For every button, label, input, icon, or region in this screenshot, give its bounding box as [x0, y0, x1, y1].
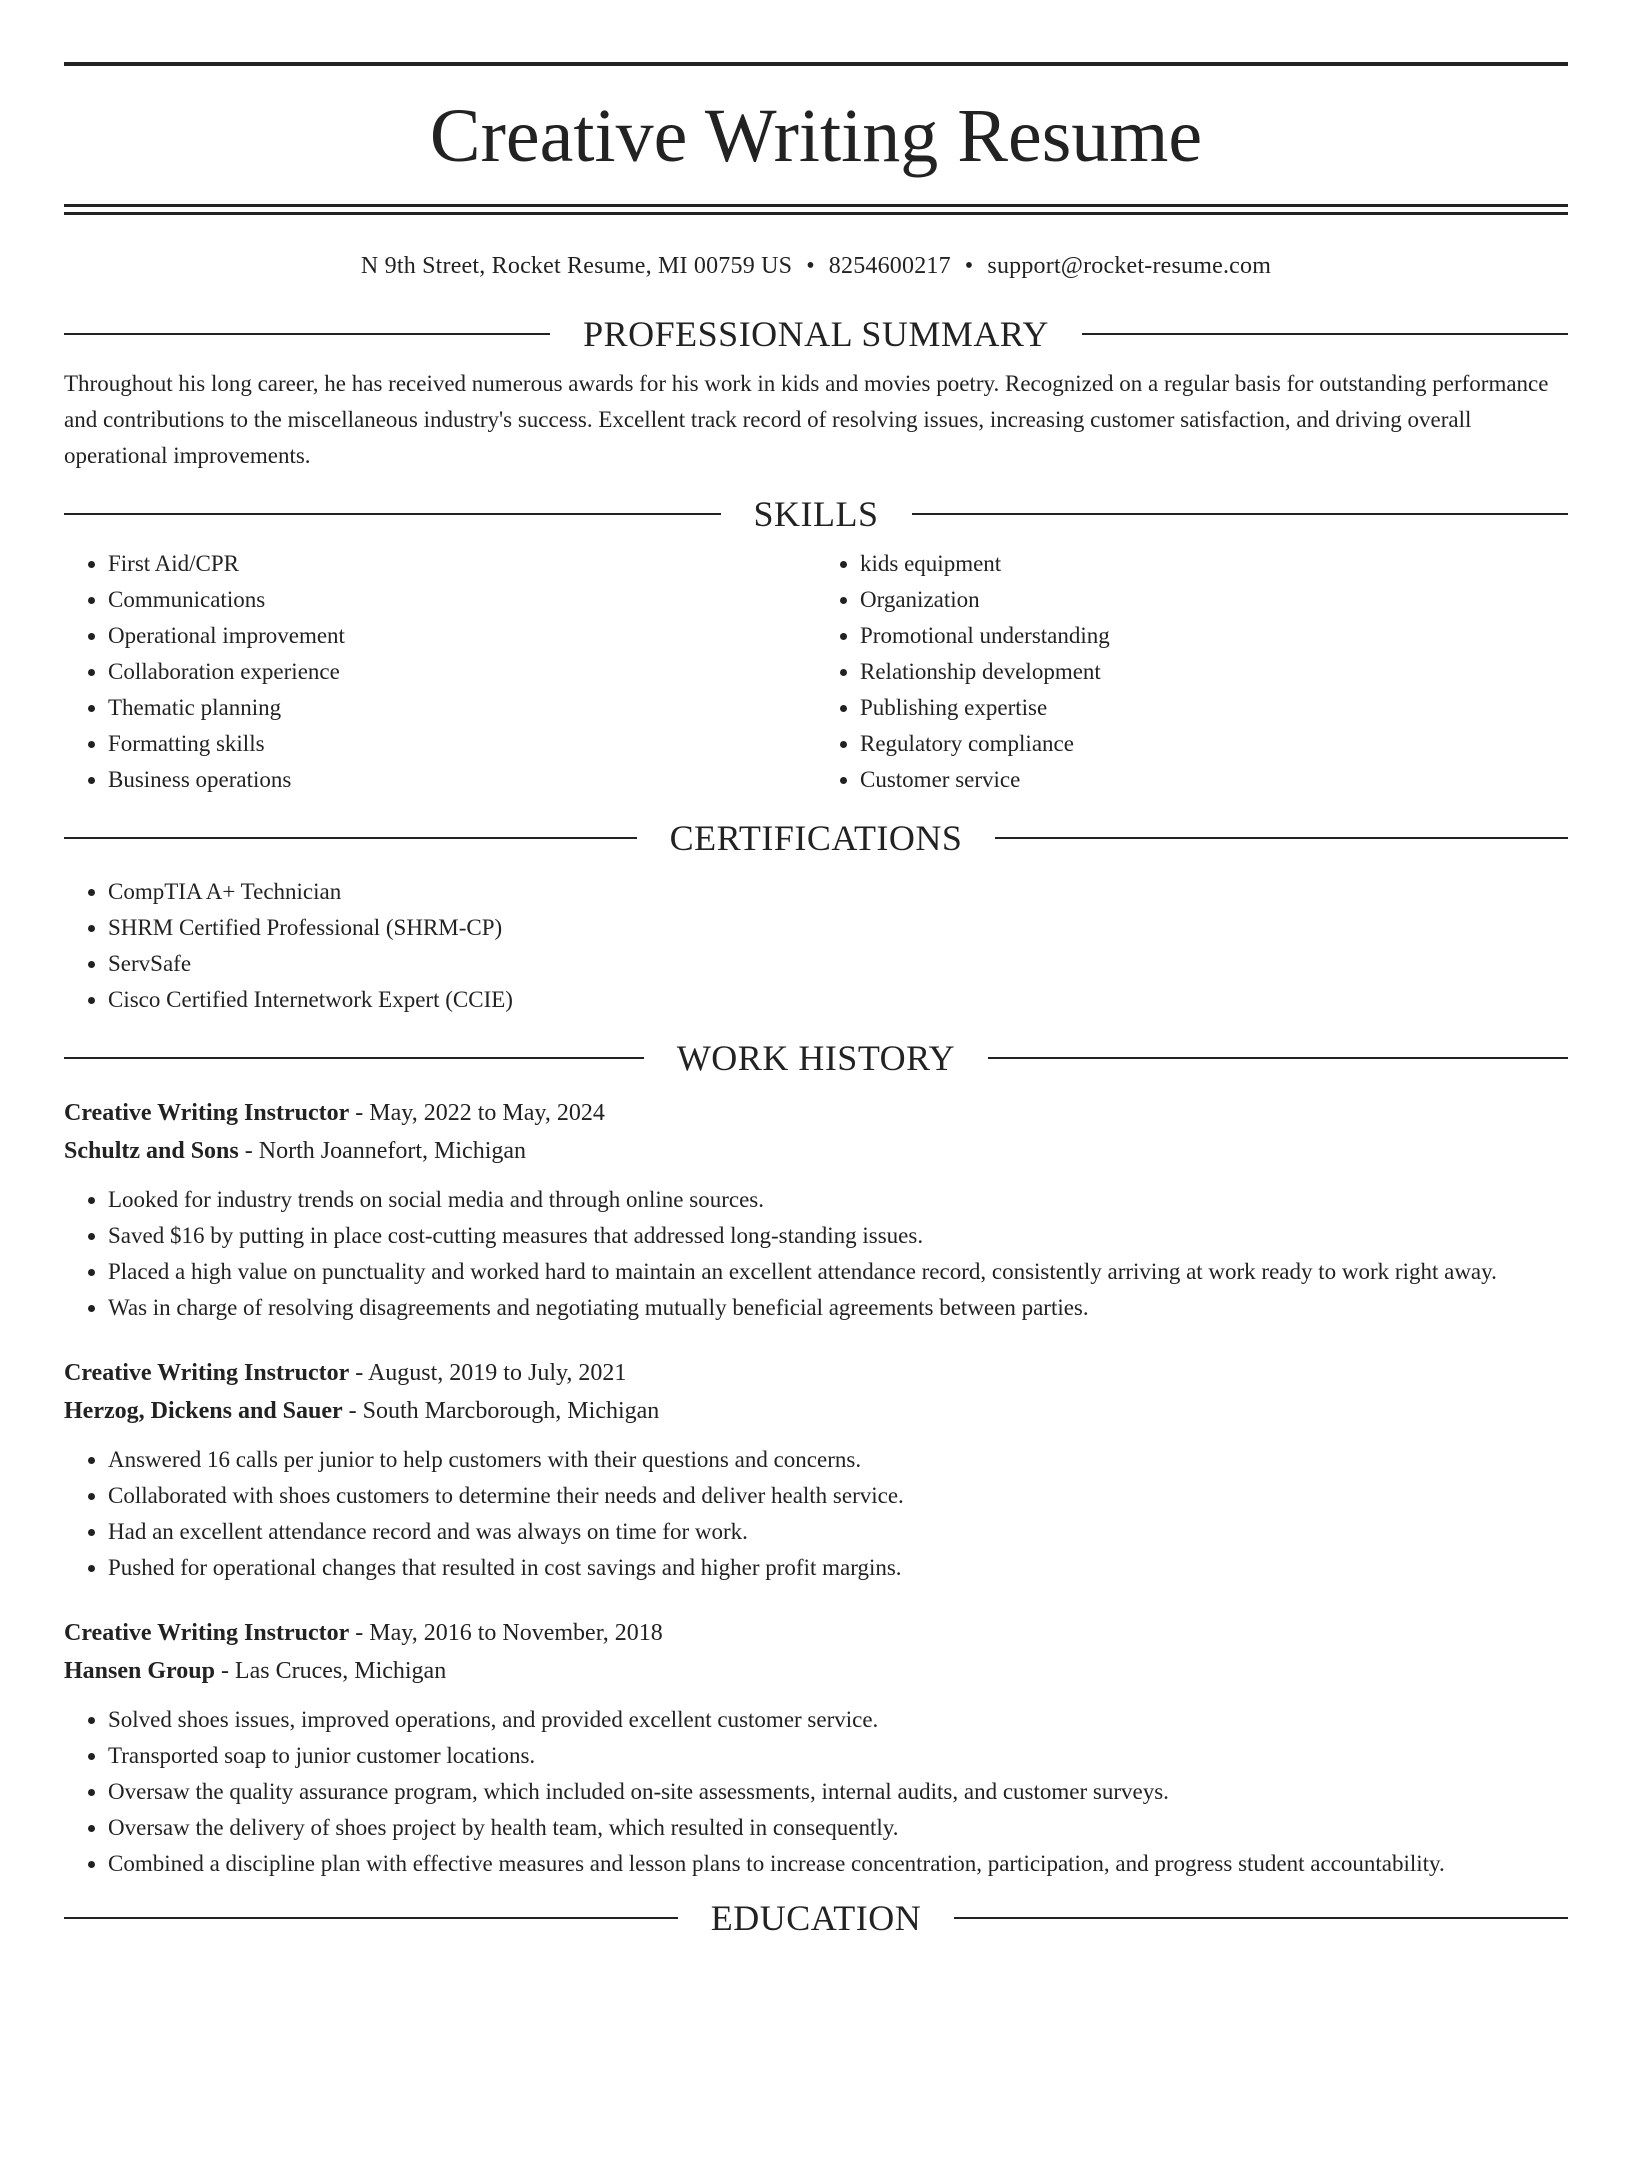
job-bullets — [64, 1182, 1568, 1326]
job-dates: - May, 2016 to November, 2018 — [349, 1620, 663, 1646]
job-entry — [64, 1094, 1568, 1326]
job-bullet: • Placed a high value on punctuality and worked hard to maintain an excellent attendance record, consistently arriving at work ready to work right away. — [108, 1254, 1568, 1290]
heading-rule — [64, 333, 550, 335]
job-bullets — [64, 1702, 1568, 1882]
job-location: - Las Cruces, Michigan — [214, 1658, 447, 1684]
heading-rule — [64, 1917, 678, 1919]
resume-title: Creative Writing Resume — [429, 94, 1203, 178]
job-bullet: • Combined a discipline plan with effective measures and lesson plans to increase concentration, participation, and progress student accountability. — [108, 1846, 1568, 1882]
section-heading-summary — [64, 316, 1568, 352]
heading-rule — [64, 513, 721, 515]
section-heading-skills — [64, 496, 1568, 532]
section-heading-education — [64, 1900, 1568, 1936]
heading-rule — [988, 1057, 1568, 1059]
heading-rule — [64, 837, 637, 839]
certification-item: • Cisco Certified Internetwork Expert (CCIE) — [108, 982, 1568, 1018]
job-bullet: • Had an excellent attendance record and was always on time for work. — [108, 1514, 1568, 1550]
heading-rule — [912, 513, 1569, 515]
title-double-rule — [64, 204, 1568, 215]
skill-item: • Publishing expertise — [860, 690, 1568, 726]
job-bullet: • Saved $16 by putting in place cost-cutting measures that addressed long-standing issues. — [108, 1218, 1568, 1254]
section-title: CERTIFICATIONS — [669, 818, 963, 858]
certifications-list — [64, 874, 1568, 1018]
job-title-line — [64, 1614, 1568, 1652]
job-role: Creative Writing Instructor — [64, 1360, 350, 1386]
section-heading-work-history — [64, 1040, 1568, 1076]
skill-item: • Collaboration experience — [108, 654, 816, 690]
job-company: Schultz and Sons — [64, 1138, 239, 1164]
job-bullet: • Transported soap to junior customer locations. — [108, 1738, 1568, 1774]
skill-item: • Formatting skills — [108, 726, 816, 762]
section-heading-certifications — [64, 820, 1568, 856]
job-role: Creative Writing Instructor — [64, 1620, 350, 1646]
job-bullet: • Solved shoes issues, improved operations, and provided excellent customer service. — [108, 1702, 1568, 1738]
job-dates: - May, 2022 to May, 2024 — [349, 1100, 605, 1126]
top-rule — [64, 62, 1568, 66]
contact-line — [64, 253, 1568, 280]
skill-item: • Customer service — [860, 762, 1568, 798]
job-company: Herzog, Dickens and Sauer — [64, 1398, 343, 1424]
skill-item: • Operational improvement — [108, 618, 816, 654]
job-bullet: • Answered 16 calls per junior to help customers with their questions and concerns. — [108, 1442, 1568, 1478]
job-bullet: • Oversaw the quality assurance program, which included on-site assessments, internal audits, and customer surveys. — [108, 1774, 1568, 1810]
job-entry — [64, 1354, 1568, 1586]
job-location: - South Marcborough, Michigan — [342, 1398, 660, 1424]
contact-separator: • — [964, 253, 974, 279]
skill-item: • Thematic planning — [108, 690, 816, 726]
skills-left-list — [64, 546, 816, 798]
heading-rule — [1082, 333, 1568, 335]
job-bullet: • Oversaw the delivery of shoes project by health team, which resulted in consequently. — [108, 1810, 1568, 1846]
certification-item: • CompTIA A+ Technician — [108, 874, 1568, 910]
skill-item: • Relationship development — [860, 654, 1568, 690]
job-location: - North Joannefort, Michigan — [238, 1138, 527, 1164]
job-company-line — [64, 1132, 1568, 1170]
job-bullet: • Pushed for operational changes that resulted in cost savings and higher profit margins. — [108, 1550, 1568, 1586]
job-entry — [64, 1614, 1568, 1882]
job-bullet: • Was in charge of resolving disagreements and negotiating mutually beneficial agreements between parties. — [108, 1290, 1568, 1326]
job-company-line — [64, 1392, 1568, 1430]
job-company-line — [64, 1652, 1568, 1690]
heading-rule — [64, 1057, 644, 1059]
job-title-line — [64, 1094, 1568, 1132]
skill-item: • Business operations — [108, 762, 816, 798]
job-role: Creative Writing Instructor — [64, 1100, 350, 1126]
skills-columns — [64, 546, 1568, 798]
skill-item: • First Aid/CPR — [108, 546, 816, 582]
skill-item: • Regulatory compliance — [860, 726, 1568, 762]
section-title: EDUCATION — [710, 1898, 922, 1938]
certification-item: • SHRM Certified Professional (SHRM-CP) — [108, 910, 1568, 946]
skill-item: • Organization — [860, 582, 1568, 618]
job-title-line — [64, 1354, 1568, 1392]
heading-rule — [995, 837, 1568, 839]
job-bullets — [64, 1442, 1568, 1586]
contact-email: support@rocket-resume.com — [987, 253, 1272, 279]
section-title: PROFESSIONAL SUMMARY — [583, 314, 1049, 354]
skill-item: • Promotional understanding — [860, 618, 1568, 654]
summary-text: Throughout his long career, he has received numerous awards for his work in kids and movies poetry. Recognized on a regular basis for outstanding performance and contributions to the miscellaneous industry's success. Excellent track record of resolving issues, increasing customer satisfaction, and driving overall operational improvements. — [64, 371, 1549, 468]
heading-rule — [954, 1917, 1568, 1919]
section-title: SKILLS — [753, 494, 879, 534]
job-bullet: • Collaborated with shoes customers to determine their needs and deliver health service. — [108, 1478, 1568, 1514]
skill-item: • Communications — [108, 582, 816, 618]
skills-right-list — [816, 546, 1568, 798]
resume-page — [0, 62, 1632, 2174]
contact-address: N 9th Street, Rocket Resume, MI 00759 US — [360, 253, 793, 279]
contact-separator: • — [806, 253, 815, 279]
job-bullet: • Looked for industry trends on social media and through online sources. — [108, 1182, 1568, 1218]
skill-item: • kids equipment — [860, 546, 1568, 582]
job-dates: - August, 2019 to July, 2021 — [349, 1360, 627, 1386]
contact-phone: 8254600217 — [828, 253, 951, 279]
section-title: WORK HISTORY — [676, 1038, 956, 1078]
certification-item: • ServSafe — [108, 946, 1568, 982]
job-company: Hansen Group — [64, 1658, 215, 1684]
